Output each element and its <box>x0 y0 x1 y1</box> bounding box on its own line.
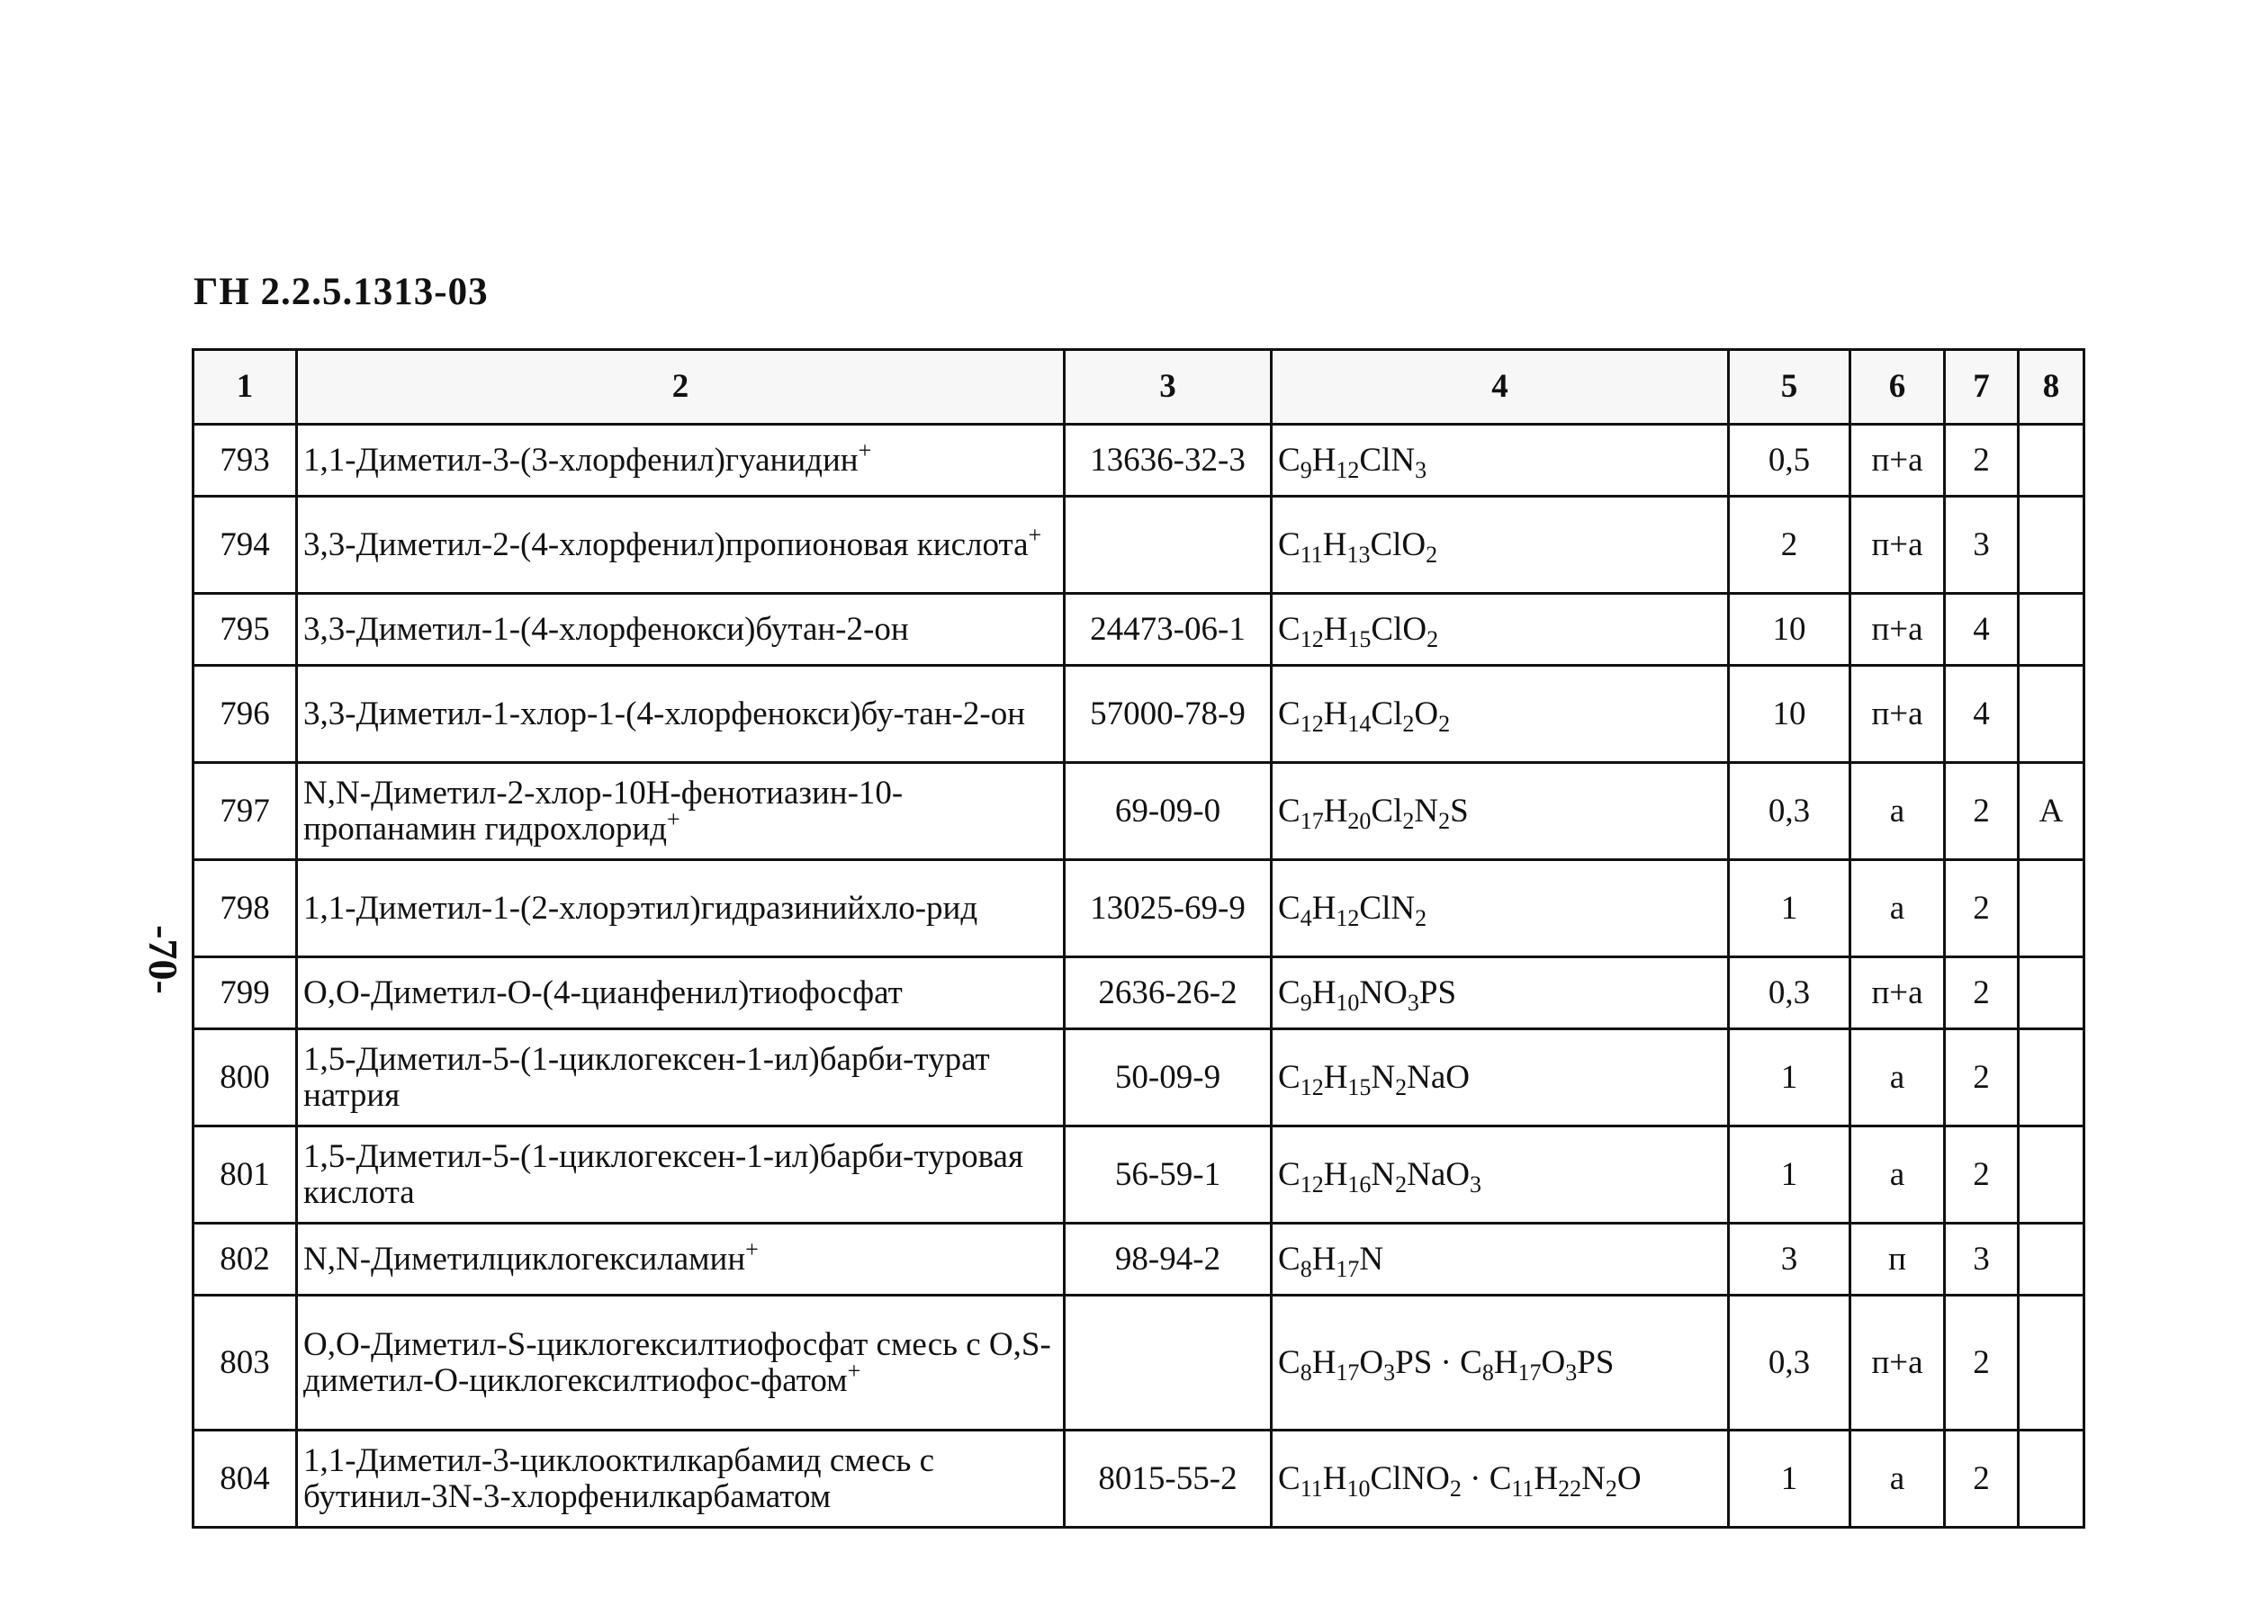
formula-subscript: 3 <box>1565 1359 1578 1386</box>
substance-name <box>297 860 1065 957</box>
substances-table <box>192 348 2085 1529</box>
formula-part: C <box>1278 525 1300 563</box>
chemical-formula <box>1272 1296 1729 1431</box>
formula-part: N <box>1371 1058 1396 1096</box>
hazard-class: 3 <box>1945 497 2019 594</box>
formula-subscript: 10 <box>1346 1475 1371 1502</box>
formula-subscript: 12 <box>1336 456 1360 483</box>
formula-subscript: 20 <box>1347 807 1372 834</box>
mac-value: 1 <box>1729 1126 1850 1224</box>
document-code: ГН 2.2.5.1313-03 <box>194 271 489 313</box>
aggregate-state: а <box>1850 860 1945 957</box>
substance-name-text: 1,1-Диметил-3-(3-хлорфенил)гуанидин <box>303 441 859 479</box>
table-header-row <box>194 350 2084 425</box>
chemical-formula <box>1272 497 1729 594</box>
effect-mark <box>2019 860 2084 957</box>
formula-part: C <box>1278 974 1300 1011</box>
substance-name-text: 1,1-Диметил-3-циклооктилкарбамид смесь с бутинил-3N-3-хлорфенилкарбаматом <box>303 1441 935 1515</box>
column-header: 7 <box>1945 350 2019 425</box>
table-row <box>194 763 2084 860</box>
mac-value: 3 <box>1729 1224 1850 1296</box>
substance-name-text: 3,3-Диметил-2-(4-хлорфенил)пропионовая кислота <box>303 525 1029 563</box>
formula-subscript: 4 <box>1300 904 1312 931</box>
plus-mark: + <box>858 436 872 463</box>
formula-part: H <box>1323 1058 1348 1096</box>
hazard-class: 2 <box>1945 425 2019 497</box>
substance-name <box>297 497 1065 594</box>
formula-subscript: 11 <box>1300 1475 1323 1502</box>
substance-name <box>297 1224 1065 1296</box>
formula-subscript: 2 <box>1438 807 1451 834</box>
column-header: 4 <box>1272 350 1729 425</box>
formula-subscript: 22 <box>1558 1475 1582 1502</box>
formula-subscript: 17 <box>1336 1255 1360 1282</box>
formula-part: O <box>1359 1343 1384 1381</box>
formula-part: ClO <box>1371 610 1427 648</box>
formula-subscript: 3 <box>1470 1171 1482 1198</box>
formula-part: S <box>1450 792 1469 830</box>
aggregate-state: п+а <box>1850 425 1945 497</box>
cas-number: 24473-06-1 <box>1065 594 1272 666</box>
table-row <box>194 594 2084 666</box>
mac-value: 0,3 <box>1729 763 1850 860</box>
formula-part: H <box>1311 441 1336 479</box>
aggregate-state: а <box>1850 1431 1945 1528</box>
substance-name <box>297 1126 1065 1224</box>
formula-subscript: 12 <box>1336 904 1360 931</box>
formula-part: O <box>1414 695 1439 732</box>
table-row <box>194 1029 2084 1126</box>
formula-part: H <box>1311 1240 1336 1278</box>
aggregate-state: п+а <box>1850 666 1945 763</box>
mac-value: 10 <box>1729 594 1850 666</box>
substance-name-text: 1,5-Диметил-5-(1-циклогексен-1-ил)барби-туровая кислота <box>303 1137 1023 1211</box>
formula-subscript: 14 <box>1347 710 1372 737</box>
formula-part: H <box>1323 610 1348 648</box>
column-header: 6 <box>1850 350 1945 425</box>
formula-part: H <box>1311 974 1336 1011</box>
formula-part: H <box>1311 1343 1336 1381</box>
aggregate-state: п <box>1850 1224 1945 1296</box>
row-number: 800 <box>194 1029 297 1126</box>
table-row <box>194 1431 2084 1528</box>
column-header: 2 <box>297 350 1065 425</box>
formula-part: ClO <box>1370 525 1426 563</box>
formula-subscript: 17 <box>1336 1359 1360 1386</box>
mac-value: 0,3 <box>1729 957 1850 1029</box>
formula-part: H <box>1534 1459 1559 1497</box>
formula-part: H <box>1323 695 1348 732</box>
aggregate-state: п+а <box>1850 1296 1945 1431</box>
mac-value: 2 <box>1729 497 1850 594</box>
formula-part: NaO <box>1407 1155 1471 1193</box>
formula-subscript: 17 <box>1517 1359 1542 1386</box>
cas-number: 13025-69-9 <box>1065 860 1272 957</box>
formula-part: C <box>1278 610 1300 648</box>
cas-number: 98-94-2 <box>1065 1224 1272 1296</box>
formula-part: NaO <box>1407 1058 1471 1096</box>
row-number: 802 <box>194 1224 297 1296</box>
formula-subscript: 12 <box>1300 710 1324 737</box>
substance-name-text: O,O-Диметил-O-(4-цианфенил)тиофосфат <box>303 974 903 1011</box>
formula-subscript: 3 <box>1415 456 1427 483</box>
plus-mark: + <box>1028 521 1042 548</box>
formula-part: C <box>1278 441 1300 479</box>
substance-name-text: 1,5-Диметил-5-(1-циклогексен-1-ил)барби-турат натрия <box>303 1040 990 1114</box>
effect-mark <box>2019 1126 2084 1224</box>
formula-part: H <box>1322 525 1347 563</box>
cas-number <box>1065 1296 1272 1431</box>
formula-part: O <box>1616 1459 1642 1497</box>
table-row <box>194 1296 2084 1431</box>
chemical-formula <box>1272 957 1729 1029</box>
substance-name <box>297 594 1065 666</box>
row-number: 793 <box>194 425 297 497</box>
formula-subscript: 2 <box>1438 710 1451 737</box>
formula-subscript: 12 <box>1300 625 1324 652</box>
formula-part: NO <box>1359 974 1408 1011</box>
aggregate-state: а <box>1850 1126 1945 1224</box>
effect-mark <box>2019 497 2084 594</box>
column-header: 5 <box>1729 350 1850 425</box>
row-number: 803 <box>194 1296 297 1431</box>
formula-part: C <box>1278 695 1300 732</box>
formula-subscript: 17 <box>1300 807 1324 834</box>
mac-value: 1 <box>1729 1431 1850 1528</box>
formula-part: ClN <box>1359 889 1416 927</box>
hazard-class: 4 <box>1945 666 2019 763</box>
formula-subscript: 9 <box>1300 989 1312 1016</box>
table-row <box>194 497 2084 594</box>
formula-part: C <box>1278 792 1300 830</box>
mac-value: 1 <box>1729 860 1850 957</box>
chemical-formula <box>1272 1431 1729 1528</box>
row-number: 795 <box>194 594 297 666</box>
chemical-formula <box>1272 594 1729 666</box>
formula-subscript: 15 <box>1347 1073 1372 1100</box>
hazard-class: 2 <box>1945 1296 2019 1431</box>
cas-number: 69-09-0 <box>1065 763 1272 860</box>
row-number: 797 <box>194 763 297 860</box>
hazard-class: 2 <box>1945 957 2019 1029</box>
substance-name <box>297 957 1065 1029</box>
formula-subscript: 2 <box>1395 1073 1408 1100</box>
formula-subscript: 13 <box>1346 541 1371 568</box>
hazard-class: 2 <box>1945 1431 2019 1528</box>
cas-number: 2636-26-2 <box>1065 957 1272 1029</box>
effect-mark <box>2019 1296 2084 1431</box>
hazard-class: 2 <box>1945 1126 2019 1224</box>
formula-part: PS <box>1577 1343 1615 1381</box>
column-header: 8 <box>2019 350 2084 425</box>
cas-number <box>1065 497 1272 594</box>
plus-mark: + <box>666 805 680 832</box>
formula-subscript: 2 <box>1449 1475 1462 1502</box>
formula-part: N <box>1414 792 1439 830</box>
formula-part: PS <box>1418 974 1457 1011</box>
aggregate-state: п+а <box>1850 497 1945 594</box>
formula-part: C <box>1278 1343 1300 1381</box>
substance-name-text: 3,3-Диметил-1-хлор-1-(4-хлорфенокси)бу-тан-2-он <box>303 695 1026 732</box>
substance-name-text: N,N-Диметилциклогексиламин <box>303 1240 746 1278</box>
hazard-class: 2 <box>1945 763 2019 860</box>
effect-mark <box>2019 594 2084 666</box>
substance-name-text: 3,3-Диметил-1-(4-хлорфенокси)бутан-2-он <box>303 610 909 648</box>
chemical-formula <box>1272 425 1729 497</box>
formula-part: ClNO <box>1370 1459 1450 1497</box>
formula-part: N <box>1371 1155 1396 1193</box>
chemical-formula <box>1272 1126 1729 1224</box>
formula-subscript: 2 <box>1426 541 1438 568</box>
hazard-class: 3 <box>1945 1224 2019 1296</box>
row-number: 801 <box>194 1126 297 1224</box>
substance-name-text: O,O-Диметил-S-циклогексилтиофосфат смесь с O,S-диметил-O-циклогексилтиофос-фатом <box>303 1325 1051 1399</box>
formula-subscript: 3 <box>1407 989 1419 1016</box>
formula-subscript: 9 <box>1300 456 1312 483</box>
formula-subscript: 2 <box>1402 710 1415 737</box>
formula-part: Cl <box>1371 695 1403 732</box>
row-number: 798 <box>194 860 297 957</box>
table-row <box>194 957 2084 1029</box>
table-row <box>194 1224 2084 1296</box>
substance-name <box>297 763 1065 860</box>
substance-name-text: N,N-Диметил-2-хлор-10Н-фенотиазин-10-пропанамин гидрохлорид <box>303 774 904 848</box>
formula-part: H <box>1311 889 1336 927</box>
row-number: 794 <box>194 497 297 594</box>
mac-value: 0,5 <box>1729 425 1850 497</box>
hazard-class: 2 <box>1945 1029 2019 1126</box>
chemical-formula <box>1272 1224 1729 1296</box>
formula-part: N <box>1359 1240 1384 1278</box>
formula-subscript: 8 <box>1300 1255 1312 1282</box>
formula-subscript: 2 <box>1402 807 1415 834</box>
mac-value: 0,3 <box>1729 1296 1850 1431</box>
table-row <box>194 425 2084 497</box>
formula-part: C <box>1278 889 1300 927</box>
formula-subscript: 2 <box>1395 1171 1408 1198</box>
substance-name <box>297 666 1065 763</box>
effect-mark <box>2019 1029 2084 1126</box>
chemical-formula <box>1272 763 1729 860</box>
plus-mark: + <box>847 1357 861 1384</box>
formula-part: C <box>1278 1240 1300 1278</box>
cas-number: 56-59-1 <box>1065 1126 1272 1224</box>
table-row <box>194 1126 2084 1224</box>
formula-subscript: 2 <box>1426 625 1439 652</box>
cas-number: 13636-32-3 <box>1065 425 1272 497</box>
hazard-class: 2 <box>1945 860 2019 957</box>
formula-part: H <box>1493 1343 1518 1381</box>
effect-mark: А <box>2019 763 2084 860</box>
chemical-formula <box>1272 1029 1729 1126</box>
effect-mark <box>2019 1431 2084 1528</box>
effect-mark <box>2019 425 2084 497</box>
formula-subscript: 8 <box>1481 1359 1494 1386</box>
aggregate-state: п+а <box>1850 594 1945 666</box>
formula-subscript: 2 <box>1605 1475 1617 1502</box>
effect-mark <box>2019 1224 2084 1296</box>
formula-part: ClN <box>1359 441 1416 479</box>
effect-mark <box>2019 957 2084 1029</box>
table-row <box>194 666 2084 763</box>
substance-name-text: 1,1-Диметил-1-(2-хлорэтил)гидразинийхло-рид <box>303 889 978 927</box>
hazard-class: 4 <box>1945 594 2019 666</box>
column-header: 1 <box>194 350 297 425</box>
formula-part: H <box>1323 1155 1348 1193</box>
row-number: 804 <box>194 1431 297 1528</box>
formula-subscript: 11 <box>1300 541 1323 568</box>
formula-part: O <box>1541 1343 1566 1381</box>
formula-subscript: 3 <box>1383 1359 1396 1386</box>
chemical-formula <box>1272 860 1729 957</box>
formula-part: C <box>1278 1058 1300 1096</box>
table-row <box>194 860 2084 957</box>
row-number: 796 <box>194 666 297 763</box>
formula-part: N <box>1581 1459 1606 1497</box>
aggregate-state: а <box>1850 1029 1945 1126</box>
aggregate-state: а <box>1850 763 1945 860</box>
mac-value: 1 <box>1729 1029 1850 1126</box>
cas-number: 50-09-9 <box>1065 1029 1272 1126</box>
formula-part: C <box>1278 1459 1300 1497</box>
cas-number: 8015-55-2 <box>1065 1431 1272 1528</box>
formula-part: PS · C <box>1395 1343 1482 1381</box>
cas-number: 57000-78-9 <box>1065 666 1272 763</box>
formula-part: H <box>1322 1459 1347 1497</box>
substance-name <box>297 1296 1065 1431</box>
formula-subscript: 12 <box>1300 1073 1324 1100</box>
formula-part: C <box>1278 1155 1300 1193</box>
substance-name <box>297 1431 1065 1528</box>
formula-subscript: 10 <box>1336 989 1360 1016</box>
formula-part: · C <box>1461 1459 1512 1497</box>
formula-subscript: 12 <box>1300 1171 1324 1198</box>
substance-name <box>297 425 1065 497</box>
substance-name <box>297 1029 1065 1126</box>
formula-part: H <box>1323 792 1348 830</box>
page-number: -70- <box>140 925 186 994</box>
column-header: 3 <box>1065 350 1272 425</box>
formula-subscript: 8 <box>1300 1359 1312 1386</box>
formula-subscript: 11 <box>1511 1475 1534 1502</box>
mac-value: 10 <box>1729 666 1850 763</box>
chemical-formula <box>1272 666 1729 763</box>
aggregate-state: п+а <box>1850 957 1945 1029</box>
plus-mark: + <box>745 1235 759 1262</box>
effect-mark <box>2019 666 2084 763</box>
row-number: 799 <box>194 957 297 1029</box>
formula-subscript: 15 <box>1347 625 1372 652</box>
formula-subscript: 2 <box>1415 904 1427 931</box>
formula-subscript: 16 <box>1347 1171 1372 1198</box>
formula-part: Cl <box>1371 792 1403 830</box>
